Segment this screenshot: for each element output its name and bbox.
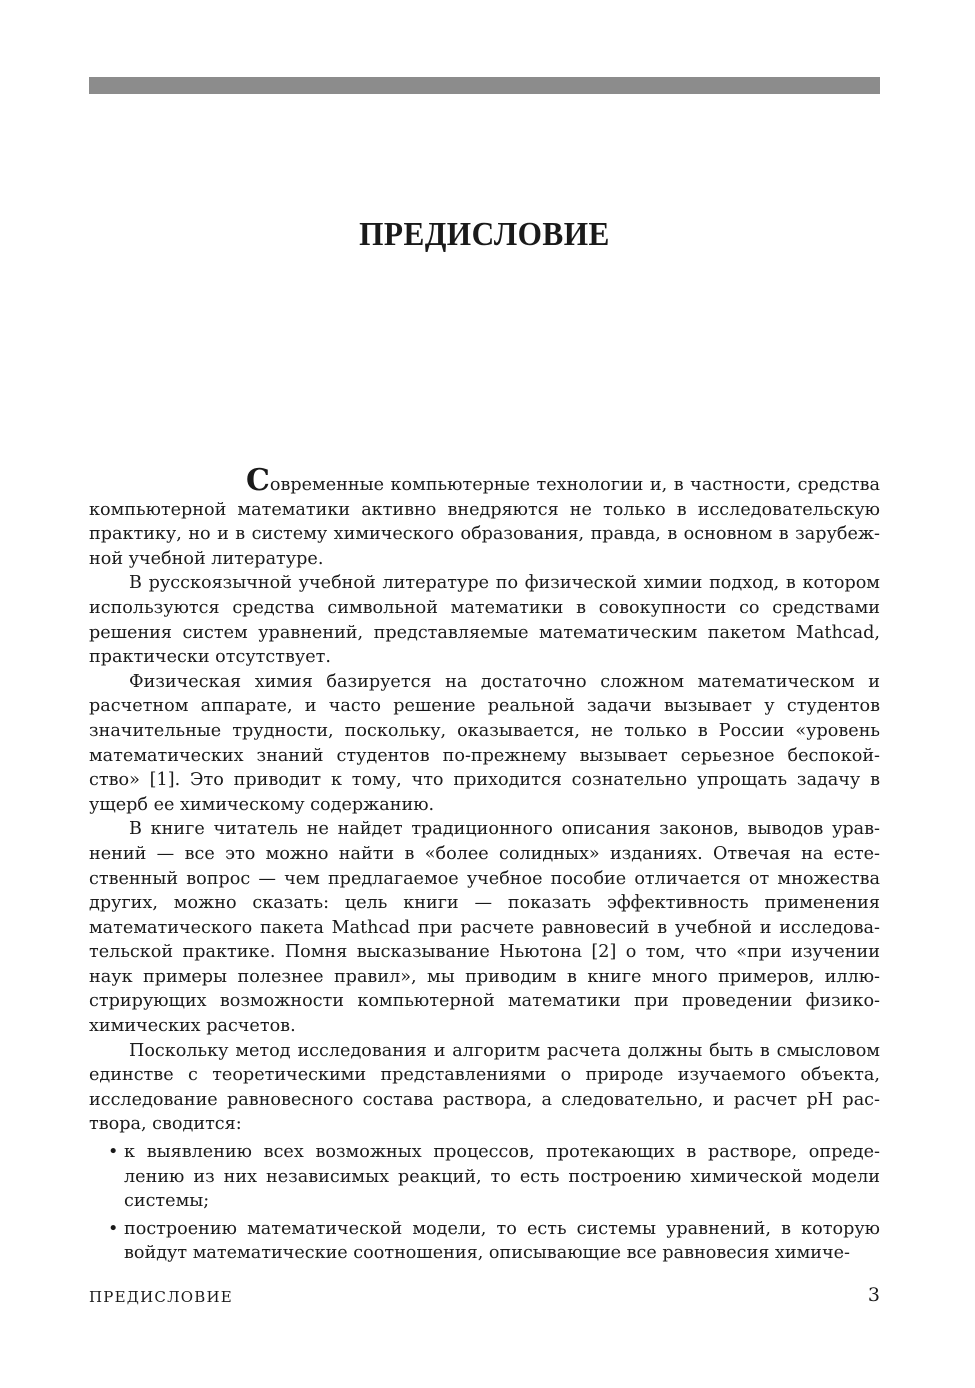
paragraph-3: Физическая химия базируется на достаточно сложном математическом и расчетном аппарате, и часто решение реальной задачи вызывает у студентов значительные трудности, поскольку, оказывается, не только в России «уровень математических знаний студентов по-прежнему вызывает серьезное беспокойство» [1]. Это приводит к тому, что приходится сознательно упрощать задачу в ущерб ее химическому содержанию. xyxy=(89,671,880,815)
drop-cap: С xyxy=(246,463,270,498)
paragraph-5: Поскольку метод исследования и алгоритм расчета должны быть в смысловом единстве с теоретическими представлениями о природе изучаемого объекта, исследование равновесного состава раствора, а следовательно, и расчет pH раствора, сводится: xyxy=(89,1040,880,1135)
page-number: 3 xyxy=(867,1284,880,1306)
paragraph-4: В книге читатель не найдет традиционного описания законов, выводов уравнений — все это можно найти в «более солидных» изданиях. Отвечая на естественный вопрос — чем предлагаемое учебное пособие отличается от множества других, можно сказать: цель книги — показать эффективность применения математического пакета Mathcad при расчете равновесий в учебной и исследовательской практике. Помня высказывание Ньютона [2] о том, что «при изучении наук примеры полезнее правил», мы приводим в книге много примеров, иллюстрирующих возможности компьютерной математики при проведении физико-химических расчетов. xyxy=(89,819,880,1037)
bullet-icon: • xyxy=(108,1218,119,1239)
list-item-text: к выявлению всех возможных процессов, протекающих в растворе, определению из них независимых реакций, то есть построению химической модели системы; xyxy=(124,1142,880,1212)
paragraph-1-text: овременные компьютерные технологии и, в частности, средства компьютерной математики активно внедряются не только в исследовательскую практику, но и в систему химического образования, правда, в основном в зарубежной учебной литературе. xyxy=(89,475,880,569)
chapter-title: ПРЕДИСЛОВИЕ xyxy=(359,216,610,253)
header-rule xyxy=(89,77,880,94)
list-item xyxy=(89,1140,880,1214)
list-item-text: построению математической модели, то есть системы уравнений, в которую войдут математические соотношения, описывающие все равновесия химиче- xyxy=(124,1218,880,1264)
bullet-list xyxy=(89,1140,880,1266)
bullet-icon: • xyxy=(108,1142,119,1163)
paragraph-1 xyxy=(89,463,880,571)
paragraph-2: В русскоязычной учебной литературе по физической химии подход, в котором используются средства символьной математики в совокупности со средствами решения систем уравнений, представляемые математическим пакетом Mathcad, практически отсутствует. xyxy=(89,573,880,668)
list-item xyxy=(89,1217,880,1266)
running-footer: ПРЕДИСЛОВИЕ xyxy=(89,1288,233,1306)
body-text xyxy=(89,463,880,1266)
